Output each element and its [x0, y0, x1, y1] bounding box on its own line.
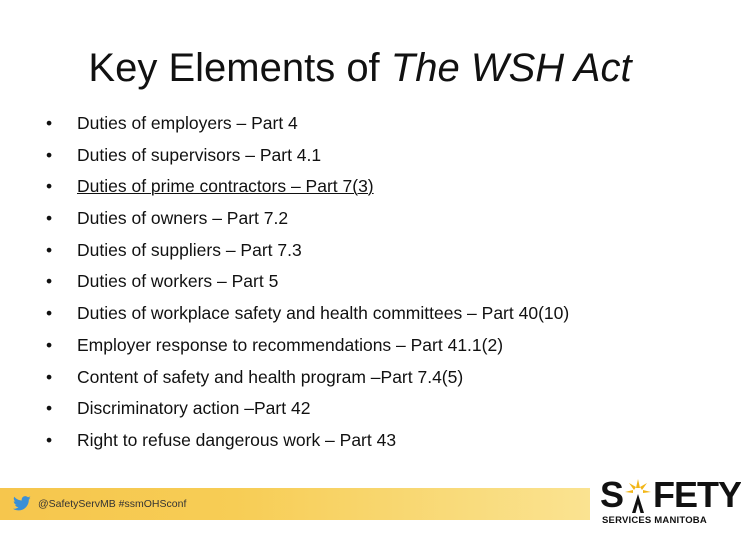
- title-italic: The WSH Act: [390, 46, 632, 90]
- footer-bar: [0, 488, 590, 520]
- bullet-text: Duties of employers – Part 4: [77, 113, 298, 133]
- bullet-list: [46, 108, 569, 457]
- social-handle: @SafetyServMB #ssmOHSconf: [38, 498, 187, 510]
- bullet-marker: •: [46, 398, 53, 419]
- logo-wordmark: [600, 474, 741, 516]
- bullet-text: Duties of prime contractors – Part 7(3): [77, 176, 374, 197]
- bullet-item: [46, 330, 569, 362]
- bullet-item: [46, 362, 569, 394]
- bullet-marker: •: [46, 144, 53, 165]
- bullet-text: Duties of suppliers – Part 7.3: [77, 239, 302, 260]
- safety-services-manitoba-logo: [600, 474, 741, 532]
- bullet-item: [46, 266, 569, 298]
- bullet-item: [46, 171, 569, 203]
- bullet-marker: •: [46, 303, 53, 324]
- bullet-item: [46, 235, 569, 267]
- logo-letters-fety: FETY: [653, 474, 741, 515]
- logo-letter-s: S: [600, 474, 624, 515]
- bullet-item: [46, 425, 569, 457]
- bullet-marker: •: [46, 271, 53, 292]
- bullet-marker: •: [46, 334, 53, 355]
- bullet-text: Employer response to recommendations – Part 41.1(2): [77, 334, 504, 355]
- title-plain: Key Elements of: [88, 46, 391, 90]
- logo-subtitle: SERVICES MANITOBA: [602, 515, 707, 526]
- bullet-marker: •: [46, 208, 53, 229]
- bullet-text: Discriminatory action –Part 42: [77, 398, 311, 419]
- bullet-marker: •: [46, 429, 53, 450]
- bullet-marker: •: [46, 113, 53, 133]
- bullet-text: Right to refuse dangerous work – Part 43: [77, 429, 397, 450]
- slide-title: [0, 42, 720, 94]
- twitter-bird-icon[interactable]: [12, 496, 32, 512]
- bullet-text: Duties of workplace safety and health committees – Part 40(10): [77, 303, 570, 324]
- bullet-item: [46, 203, 569, 235]
- bullet-item: [46, 108, 569, 140]
- bullet-item: [46, 140, 569, 172]
- bullet-item: [46, 298, 569, 330]
- bullet-text: Duties of supervisors – Part 4.1: [77, 144, 322, 165]
- sunburst-a-icon: [623, 476, 653, 514]
- bullet-marker: •: [46, 239, 53, 260]
- bullet-text: Content of safety and health program –Part 7.4(5): [77, 366, 464, 387]
- bullet-text: Duties of workers – Part 5: [77, 271, 279, 292]
- bullet-text: Duties of owners – Part 7.2: [77, 208, 289, 229]
- bullet-marker: •: [46, 366, 53, 387]
- bullet-item: [46, 393, 569, 425]
- bullet-marker: •: [46, 176, 53, 197]
